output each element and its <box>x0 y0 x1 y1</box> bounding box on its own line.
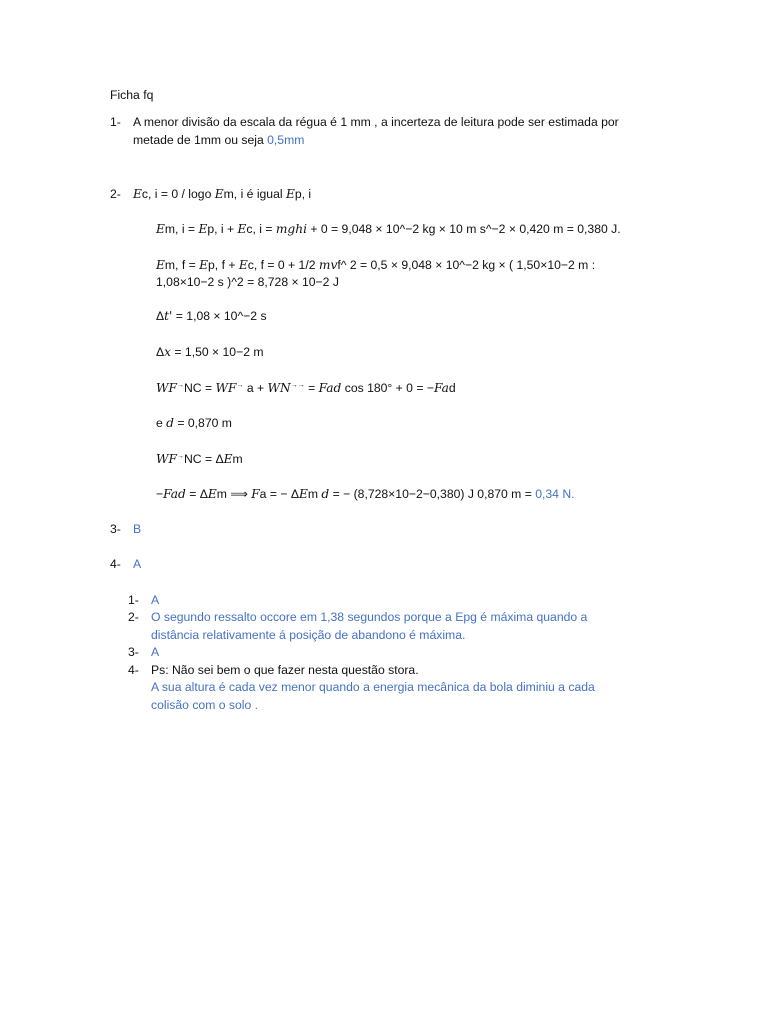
sub3-answer: A <box>151 645 160 659</box>
document-title: Ficha fq <box>110 88 154 102</box>
q1-answer: 0,5mm <box>267 133 305 147</box>
q2-work-nc: WF→NC = ΔEm <box>156 452 243 466</box>
sub2-answer-line2: distância relativamente á posição de abandono é máxima. <box>151 628 466 642</box>
q2-final-energy-line2: 1,08×10−2 s )^2 = 8,728 × 10−2 J <box>156 275 339 289</box>
q2-work-equation: WF→NC = WF→ a + WN→→ = Fad cos 180° + 0 = −Fad <box>156 381 456 395</box>
q2-final-result: −Fad = ΔEm ⟹ Fa = − ΔEm d = − (8,728×10−2−0,380) J 0,870 m = 0,34 N. <box>156 487 575 501</box>
q1-number: 1- <box>110 115 121 129</box>
q1-text-line1: A menor divisão da escala da régua é 1 mm , a incerteza de leitura pode ser estimada por <box>133 115 619 129</box>
sub4-answer-line2: colisão com o solo . <box>151 698 259 712</box>
sub4-note: Ps: Não sei bem o que fazer nesta questão stora. <box>151 663 419 677</box>
q2-delta-x: Δx = 1,50 × 10−2 m <box>156 345 264 359</box>
q2-initial-energy: Em, i = Ep, i + Ec, i = mghi + 0 = 9,048 × 10^−2 kg × 10 m s^−2 × 0,420 m = 0,380 J. <box>156 222 621 236</box>
q2-delta-t: Δt' = 1,08 × 10^−2 s <box>156 309 267 323</box>
q3-answer: B <box>133 522 142 536</box>
q1-text-line2: metade de 1mm ou seja 0,5mm <box>133 133 305 147</box>
sub4-answer-line1: A sua altura é cada vez menor quando a energia mecânica da bola diminiu a cada <box>151 680 595 694</box>
sub2-answer-line1: O segundo ressalto occore em 1,38 segundos porque a Epg é máxima quando a <box>151 610 588 624</box>
sub1-answer: A <box>151 593 160 607</box>
q4-answer: A <box>133 557 142 571</box>
sub4-number: 4- <box>128 663 139 677</box>
sub3-number: 3- <box>128 645 139 659</box>
q4-number: 4- <box>110 557 121 571</box>
sub2-number: 2- <box>128 610 139 624</box>
q2-intro: Ec, i = 0 / logo Em, i é igual Ep, i <box>133 187 312 201</box>
q2-number: 2- <box>110 187 121 201</box>
q3-number: 3- <box>110 522 121 536</box>
sub1-number: 1- <box>128 593 139 607</box>
q2-distance: e d = 0,870 m <box>156 416 232 430</box>
q2-answer: 0,34 N. <box>535 487 575 501</box>
q2-final-energy-line1: Em, f = Ep, f + Ec, f = 0 + 1/2 mvf^ 2 = 0,5 × 9,048 × 10^−2 kg × ( 1,50×10−2 m : <box>156 258 596 272</box>
